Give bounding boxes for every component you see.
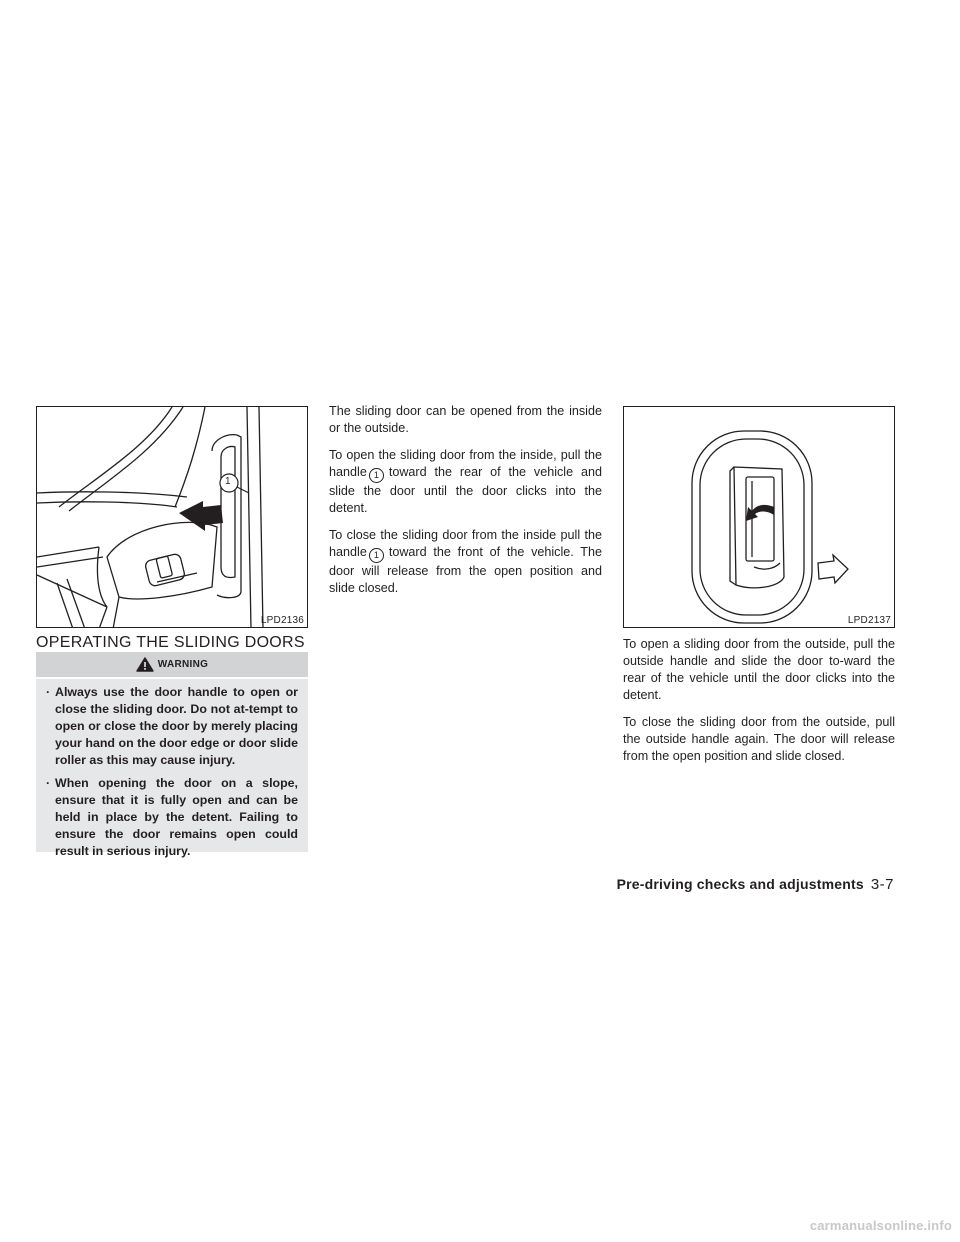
- warning-label: WARNING: [157, 659, 209, 670]
- bullet-icon: ·: [46, 776, 51, 790]
- paragraph-text: toward the rear of the vehicle and slide the door until the door clicks into the detent.: [329, 465, 602, 515]
- exterior-handle-illustration: [624, 407, 895, 628]
- warning-header: [36, 652, 308, 677]
- middle-column: [329, 403, 602, 607]
- paragraph-text: toward the front of the vehicle. The door will release from the open position and slide closed.: [329, 545, 602, 595]
- section-heading: OPERATING THE SLIDING DOORS: [36, 634, 305, 651]
- paragraph-close-outside: To close the sliding door from the outside, pull the outside handle again. The door will release from the open position and slide closed.: [623, 715, 895, 763]
- footer-section-title: Pre-driving checks and adjustments: [616, 876, 864, 892]
- paragraph-open-inside: [329, 447, 602, 517]
- paragraph-text: To close the sliding door from the inside pull the handle: [329, 528, 602, 559]
- warning-item-text: When opening the door on a slope, ensure that it is fully open and can be held in place by the detent. Failing to ensure the door remains open could result in serious injury.: [55, 776, 298, 858]
- bullet-icon: ·: [46, 685, 51, 699]
- warning-icon: [136, 657, 154, 672]
- interior-handle-illustration: [37, 407, 308, 628]
- warning-item: [46, 684, 298, 769]
- figure-interior-handle: [36, 406, 308, 628]
- figure-code: LPD2137: [847, 615, 891, 626]
- warning-body: [36, 679, 308, 858]
- paragraph-close-inside: [329, 527, 602, 597]
- watermark: carmanualsonline.info: [809, 1218, 952, 1233]
- callout-number: 1: [369, 468, 384, 483]
- paragraph-intro: The sliding door can be opened from the inside or the outside.: [329, 404, 602, 435]
- page-footer: [617, 876, 894, 893]
- figure-exterior-handle: [623, 406, 895, 628]
- callout-number: 1: [369, 548, 384, 563]
- warning-item-text: Always use the door handle to open or close the sliding door. Do not at-tempt to open or close the door by merely placing your hand on the door edge or door slide roller as this may cause injury.: [55, 685, 298, 767]
- page-number: 3-7: [870, 876, 894, 893]
- right-column: [623, 636, 895, 775]
- warning-item: [46, 775, 298, 860]
- figure-callout-number: 1: [225, 476, 231, 487]
- figure-code: LPD2136: [260, 615, 304, 626]
- paragraph-text: To open the sliding door from the inside, pull the handle: [329, 448, 602, 479]
- paragraph-open-outside: To open a sliding door from the outside, pull the outside handle and slide the door to-ward the rear of the vehicle until the door clicks into the detent.: [623, 637, 895, 702]
